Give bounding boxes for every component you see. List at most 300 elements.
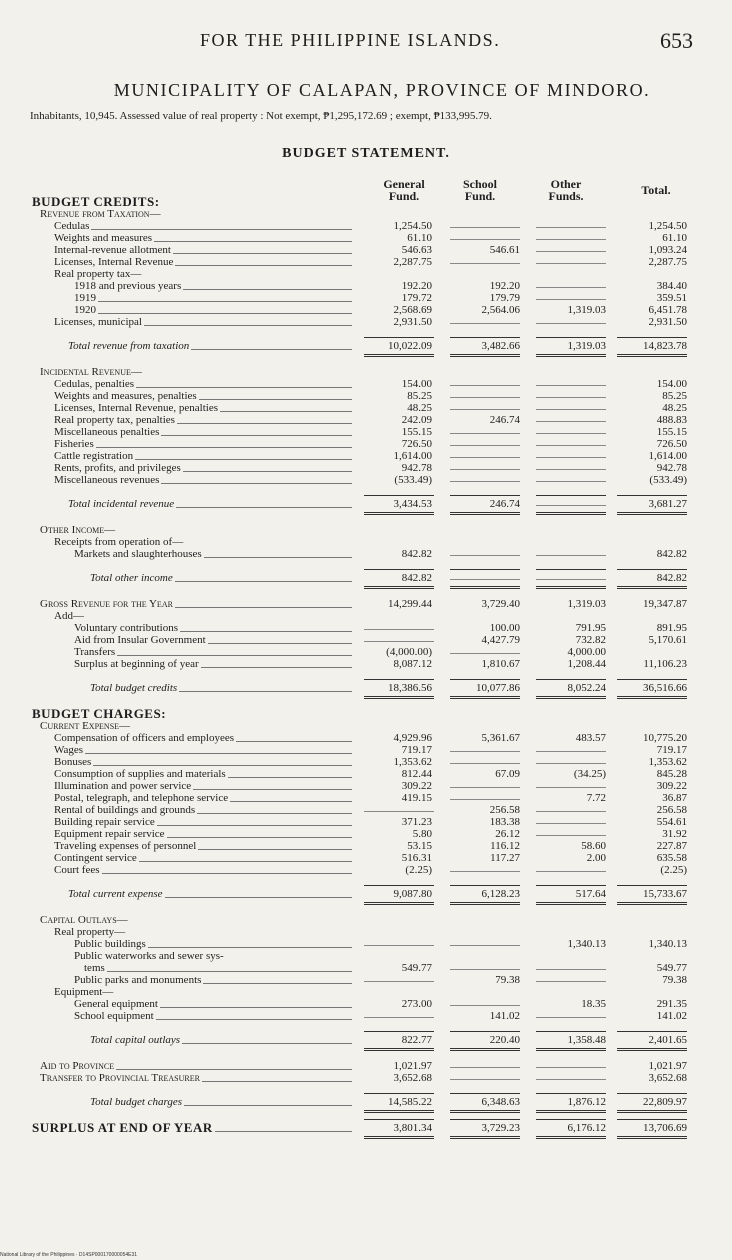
double-rule [364, 584, 434, 589]
table-row [0, 1072, 732, 1084]
cell-value: 11,106.23 [643, 658, 687, 670]
leader-line [93, 765, 352, 766]
empty-cell-dash [536, 433, 606, 434]
empty-cell-dash [536, 871, 606, 872]
empty-cell-dash [536, 1079, 606, 1080]
budget-title: BUDGET STATEMENT. [282, 146, 450, 161]
cell-value: 719.17 [401, 744, 432, 756]
row-label: Licenses, Internal Revenue [54, 256, 174, 268]
leader-line [236, 741, 352, 742]
column-general-line1: General [383, 177, 425, 191]
leader-line [215, 1131, 352, 1132]
empty-cell-dash [450, 787, 520, 788]
empty-cell-dash [450, 409, 520, 410]
leader-line [161, 435, 352, 436]
table-row [0, 1122, 732, 1134]
cell-value: 1,810.67 [481, 658, 520, 670]
cell-value: 3,652.68 [393, 1072, 432, 1084]
cell-value: 67.09 [495, 768, 520, 780]
table-row [0, 828, 732, 840]
table-row [0, 414, 732, 426]
cell-value: 726.50 [656, 438, 687, 450]
table-row [0, 744, 732, 756]
double-rule [536, 510, 606, 515]
row-label: Other Income— [40, 524, 116, 536]
cell-value: 842.82 [401, 548, 432, 560]
leader-line [136, 387, 352, 388]
empty-cell-dash [536, 287, 606, 288]
table-row [0, 280, 732, 292]
leader-line [201, 667, 352, 668]
empty-cell-dash [536, 969, 606, 970]
cell-value: (34.25) [573, 768, 606, 780]
double-rule [536, 694, 606, 699]
row-label: Fisheries [54, 438, 94, 450]
cell-value: 48.25 [407, 402, 432, 414]
cell-value: 3,681.27 [648, 498, 687, 510]
sum-rule [450, 679, 520, 680]
cell-value: 13,706.69 [643, 1122, 687, 1134]
cell-value: 61.10 [407, 232, 432, 244]
row-label: Gross Revenue for the Year [40, 598, 173, 610]
table-row [0, 524, 732, 536]
cell-value: 192.20 [401, 280, 432, 292]
leader-line [204, 557, 352, 558]
cell-value: 15,733.67 [643, 888, 687, 900]
double-rule [617, 352, 687, 357]
cell-value: 2.00 [586, 852, 606, 864]
table-row [0, 196, 732, 208]
cell-value: 141.02 [656, 1010, 687, 1022]
row-label: Revenue from Taxation— [40, 208, 161, 220]
row-label: Internal-revenue allotment [54, 244, 171, 256]
leader-line [96, 447, 352, 448]
double-rule [536, 584, 606, 589]
empty-cell-dash [450, 1067, 520, 1068]
empty-cell-dash [536, 555, 606, 556]
leader-line [183, 471, 352, 472]
cell-value: 58.60 [581, 840, 606, 852]
cell-value: 942.78 [656, 462, 687, 474]
leader-line [117, 655, 352, 656]
row-label: Court fees [54, 864, 100, 876]
double-rule [536, 1046, 606, 1051]
row-label: Aid to Province [40, 1060, 115, 1072]
table-row [0, 474, 732, 486]
leader-line [228, 777, 352, 778]
double-rule [364, 900, 434, 905]
row-label: SURPLUS AT END OF YEAR [32, 1120, 213, 1135]
cell-value: 192.20 [489, 280, 520, 292]
row-label: Total other income [90, 572, 173, 584]
empty-cell-dash [450, 263, 520, 264]
cell-value: 845.28 [656, 768, 687, 780]
sum-rule [536, 337, 606, 338]
leader-line [175, 265, 352, 266]
table-row [0, 256, 732, 268]
empty-cell-dash [364, 811, 434, 812]
cell-value: 36,516.66 [643, 682, 687, 694]
cell-value: 179.79 [489, 292, 520, 304]
row-label: School equipment [74, 1010, 154, 1022]
sum-rule [364, 679, 434, 680]
table-row [0, 244, 732, 256]
double-rule [617, 510, 687, 515]
column-other-line1: Other [550, 177, 582, 191]
leader-line [98, 301, 352, 302]
leader-line [144, 325, 352, 326]
empty-cell-dash [536, 811, 606, 812]
cell-value: 36.87 [662, 792, 687, 804]
cell-value: (533.49) [394, 474, 432, 486]
row-label: Building repair service [54, 816, 155, 828]
table-row [0, 840, 732, 852]
table-row [0, 780, 732, 792]
table-row [0, 548, 732, 560]
leader-line [183, 289, 352, 290]
running-title: FOR THE PHILIPPINE ISLANDS. [200, 30, 501, 50]
cell-value: 10,022.09 [388, 340, 432, 352]
row-label: Compensation of officers and employees [54, 732, 235, 744]
empty-cell-dash [450, 1079, 520, 1080]
double-rule [450, 510, 520, 515]
municipality-title: MUNICIPALITY OF CALAPAN, PROVINCE OF MINDORO. [113, 80, 651, 100]
cell-value: 117.27 [490, 852, 520, 864]
total-row [0, 888, 732, 900]
sum-rule [364, 569, 434, 570]
empty-cell-dash [536, 251, 606, 252]
cell-value: 2,568.69 [393, 304, 432, 316]
cell-value: 1,319.03 [567, 304, 606, 316]
sum-rule [617, 495, 687, 496]
cell-value: 53.15 [407, 840, 432, 852]
empty-cell-dash [536, 823, 606, 824]
empty-cell-dash [450, 969, 520, 970]
row-label: Public waterworks and sewer sys- [74, 950, 224, 962]
cell-value: 1,340.13 [648, 938, 687, 950]
double-rule [450, 584, 520, 589]
table-row [0, 304, 732, 316]
empty-cell-dash [450, 227, 520, 228]
leader-line [165, 897, 352, 898]
double-rule [364, 510, 434, 515]
cell-value: 549.77 [656, 962, 687, 974]
row-label: General equipment [74, 998, 158, 1010]
sum-rule [364, 495, 434, 496]
total-row [0, 572, 732, 584]
cell-value: 359.51 [656, 292, 687, 304]
cell-value: 61.10 [662, 232, 687, 244]
leader-line [193, 789, 352, 790]
cell-value: 79.38 [662, 974, 687, 986]
cell-value: 1,254.50 [393, 220, 432, 232]
cell-value: 309.22 [401, 780, 432, 792]
cell-value: 842.82 [656, 572, 687, 584]
table-row [0, 914, 732, 926]
leader-line [91, 229, 352, 230]
column-school-line2: Fund. [464, 189, 496, 203]
leader-line [202, 1081, 352, 1082]
cell-value: 79.38 [495, 974, 520, 986]
cell-value: 891.95 [656, 622, 687, 634]
cell-value: 3,729.23 [481, 1122, 520, 1134]
cell-value: 22,809.97 [643, 1096, 687, 1108]
cell-value: 14,585.22 [388, 1096, 432, 1108]
row-label: BUDGET CHARGES: [32, 706, 167, 721]
cell-value: 14,823.78 [643, 340, 687, 352]
double-rule [450, 900, 520, 905]
leader-line [98, 313, 352, 314]
row-label: Add— [54, 610, 84, 622]
cell-value: 1,021.97 [648, 1060, 687, 1072]
cell-value: 719.17 [656, 744, 687, 756]
total-row [0, 682, 732, 694]
table-row [0, 708, 732, 720]
row-label: Cattle registration [54, 450, 134, 462]
leader-line [191, 349, 352, 350]
cell-value: 2,401.65 [648, 1034, 687, 1046]
row-label: Surplus at beginning of year [74, 658, 199, 670]
cell-value: 8,087.12 [393, 658, 432, 670]
table-row [0, 208, 732, 220]
empty-cell-dash [536, 835, 606, 836]
cell-value: 10,077.86 [476, 682, 520, 694]
table-row [0, 268, 732, 280]
cell-value: 31.92 [662, 828, 687, 840]
table-row [0, 792, 732, 804]
cell-value: 516.31 [401, 852, 432, 864]
row-label: Aid from Insular Government [74, 634, 206, 646]
empty-cell-dash [450, 239, 520, 240]
empty-cell-dash [536, 981, 606, 982]
cell-value: 116.12 [490, 840, 520, 852]
row-label: Real property tax— [54, 268, 142, 280]
table-row [0, 292, 732, 304]
empty-cell-dash [364, 945, 434, 946]
table-row [0, 658, 732, 670]
leader-line [148, 947, 352, 948]
cell-value: 2,287.75 [648, 256, 687, 268]
cell-value: 371.23 [401, 816, 432, 828]
empty-cell-dash [450, 481, 520, 482]
row-label: Incidental Revenue— [40, 366, 142, 378]
empty-cell-dash [450, 323, 520, 324]
leader-line [180, 631, 352, 632]
leader-line [173, 253, 352, 254]
cell-value: 635.58 [656, 852, 687, 864]
row-label: Cedulas [54, 220, 90, 232]
total-row [0, 1034, 732, 1046]
sum-rule [617, 1119, 687, 1120]
empty-cell-dash [450, 579, 520, 580]
table-row [0, 316, 732, 328]
cell-value: 154.00 [401, 378, 432, 390]
leader-line [167, 837, 352, 838]
table-row [0, 926, 732, 938]
leader-line [107, 971, 352, 972]
row-label: 1919 [74, 292, 96, 304]
empty-cell-dash [536, 469, 606, 470]
empty-cell-dash [364, 1017, 434, 1018]
empty-cell-dash [536, 397, 606, 398]
table-row [0, 366, 732, 378]
empty-cell-dash [450, 445, 520, 446]
table-row [0, 974, 732, 986]
table-row [0, 986, 732, 998]
row-label: Bonuses [54, 756, 92, 768]
cell-value: 85.25 [407, 390, 432, 402]
double-rule [617, 694, 687, 699]
cell-value: 546.61 [489, 244, 520, 256]
empty-cell-dash [450, 751, 520, 752]
row-label: Real property— [54, 926, 126, 938]
sum-rule [617, 337, 687, 338]
row-label: tems [84, 962, 105, 974]
leader-line [176, 507, 352, 508]
empty-cell-dash [450, 871, 520, 872]
row-label: Licenses, municipal [54, 316, 142, 328]
double-rule [364, 352, 434, 357]
cell-value: 246.74 [489, 414, 520, 426]
sum-rule [450, 495, 520, 496]
cell-value: 942.78 [401, 462, 432, 474]
table-row [0, 804, 732, 816]
leader-line [102, 873, 352, 874]
row-label: Illumination and power service [54, 780, 192, 792]
row-label: Real property tax, penalties [54, 414, 175, 426]
row-label: Transfer to Provincial Treasurer [40, 1072, 200, 1084]
empty-cell-dash [450, 945, 520, 946]
column-other-line2: Funds. [548, 189, 584, 203]
column-school-line1: School [462, 177, 497, 191]
sum-rule [364, 1031, 434, 1032]
cell-value: (2.25) [405, 864, 432, 876]
empty-cell-dash [450, 1005, 520, 1006]
table-row [0, 438, 732, 450]
column-total: Total. [641, 183, 671, 197]
double-rule [617, 1108, 687, 1113]
table-row [0, 720, 732, 732]
empty-cell-dash [450, 433, 520, 434]
inhabitants-line: Inhabitants, 10,945. Assessed value of real property : Not exempt, ₱1,295,172.69 ; exempt, ₱133,995.79. [30, 110, 492, 122]
sum-rule [450, 1119, 520, 1120]
leader-line [161, 483, 352, 484]
table-row [0, 220, 732, 232]
table-row [0, 998, 732, 1010]
empty-cell-dash [450, 799, 520, 800]
cell-value: 9,087.80 [393, 888, 432, 900]
leader-line [184, 1105, 352, 1106]
empty-cell-dash [450, 469, 520, 470]
cell-value: 2,931.50 [393, 316, 432, 328]
row-label: Rents, profits, and privileges [54, 462, 181, 474]
leader-line [85, 753, 352, 754]
double-rule [617, 584, 687, 589]
cell-value: 2,287.75 [393, 256, 432, 268]
table-row [0, 622, 732, 634]
cell-value: 155.15 [401, 426, 432, 438]
cell-value: 256.58 [656, 804, 687, 816]
leader-line [160, 1007, 352, 1008]
footer-credit: National Library of the Philippines · D14SP000170000054E31 [0, 1252, 138, 1258]
cell-value: 6,451.78 [648, 304, 687, 316]
empty-cell-dash [450, 457, 520, 458]
cell-value: 3,652.68 [648, 1072, 687, 1084]
cell-value: 1,093.24 [648, 244, 687, 256]
cell-value: 256.58 [489, 804, 520, 816]
table-row [0, 462, 732, 474]
table-row [0, 390, 732, 402]
leader-line [203, 983, 352, 984]
cell-value: 1,319.03 [567, 598, 606, 610]
cell-value: 4,929.96 [393, 732, 432, 744]
cell-value: 3,729.40 [481, 598, 520, 610]
sum-rule [536, 885, 606, 886]
cell-value: 154.00 [656, 378, 687, 390]
sum-rule [450, 885, 520, 886]
cell-value: 842.82 [401, 572, 432, 584]
leader-line [199, 399, 352, 400]
row-label: Transfers [74, 646, 116, 658]
cell-value: 6,176.12 [567, 1122, 606, 1134]
sum-rule [364, 1119, 434, 1120]
cell-value: 812.44 [401, 768, 432, 780]
row-label: Licenses, Internal Revenue, penalties [54, 402, 219, 414]
empty-cell-dash [536, 421, 606, 422]
table-row [0, 646, 732, 658]
total-row [0, 498, 732, 510]
sum-rule [536, 1031, 606, 1032]
empty-cell-dash [536, 227, 606, 228]
table-row [0, 450, 732, 462]
empty-cell-dash [364, 641, 434, 642]
row-label: Miscellaneous revenues [54, 474, 160, 486]
empty-cell-dash [536, 1017, 606, 1018]
cell-value: 18,386.56 [388, 682, 432, 694]
double-rule [364, 694, 434, 699]
row-label: Postal, telegraph, and telephone service [54, 792, 229, 804]
sum-rule [450, 1093, 520, 1094]
cell-value: 48.25 [662, 402, 687, 414]
table-row [0, 950, 732, 962]
sum-rule [364, 1093, 434, 1094]
row-label: Wages [54, 744, 84, 756]
table-row [0, 598, 732, 610]
double-rule [617, 1134, 687, 1139]
double-rule [536, 352, 606, 357]
empty-cell-dash [450, 763, 520, 764]
cell-value: 1,614.00 [393, 450, 432, 462]
cell-value: 483.57 [575, 732, 606, 744]
row-label: Equipment— [54, 986, 114, 998]
leader-line [175, 581, 352, 582]
cell-value: 155.15 [656, 426, 687, 438]
sum-rule [536, 1093, 606, 1094]
leader-line [208, 643, 352, 644]
leader-line [157, 825, 352, 826]
double-rule [450, 1134, 520, 1139]
cell-value: 14,299.44 [388, 598, 432, 610]
cell-value: 488.83 [656, 414, 687, 426]
cell-value: 2,564.06 [481, 304, 520, 316]
double-rule [536, 1134, 606, 1139]
row-label: Public buildings [74, 938, 146, 950]
cell-value: 549.77 [401, 962, 432, 974]
leader-line [198, 849, 352, 850]
table-row [0, 402, 732, 414]
cell-value: 4,427.79 [481, 634, 520, 646]
table-row [0, 232, 732, 244]
